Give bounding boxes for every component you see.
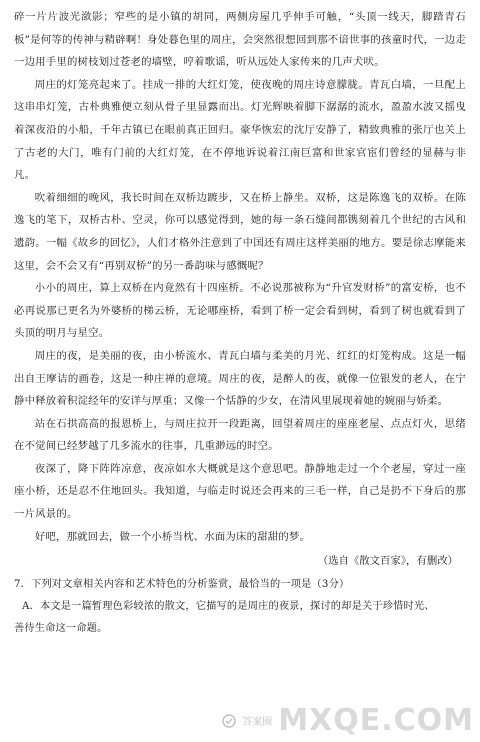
article-paragraph-7: 夜深了，降下阵阵凉意，夜凉如水大概就是这个意思吧。静静地走过一个个老屋，穿过一座座小桥，还是忍不住地回头。我知道，与临走时说还会再来的三毛一样，自己是扔不下身后的那一片风景的。: [14, 462, 466, 521]
article-paragraph-4: 小小的周庄，算上双桥在内竟然有十四座桥。不必说那被称为“升官发财桥”的富安桥，也不必再说那已更名为外婆桥的梯云桥，无论哪座桥，看到了桥一定会看到树，看到了树也就看到了头顶的明月与星空。: [14, 282, 466, 340]
article-paragraph-8: 好吧，那就回去，做一个小桥当枕、水面为床的甜甜的梦。: [34, 530, 311, 543]
article-paragraph-5: 周庄的夜，是美丽的夜，由小桥流水、青瓦白墙与柔美的月光、红红的灯笼构成。这是一幅出自王摩诘的画卷，这是一种庄禅的意境。周庄的夜，是醉人的夜，就像一位银发的老人，在宁静中释放着积淀经年的安详与厚重；又像一个恬静的少女，在清风里展现着她的婉丽与娇柔。: [14, 349, 466, 408]
watermark-text: MXQE.COM: [278, 703, 474, 738]
option-a-line-2: 善待生命这一命题。: [14, 623, 108, 635]
question-option-a: [14, 596, 466, 618]
question-stem: 7．下列对文章相关内容和艺术特色的分析鉴赏，最恰当的一项是（3分）: [14, 579, 350, 591]
option-a-line-1: A．本文是一篇暂理色彩较浓的散文，它描写的是周庄的夜景，探讨的却是关于珍惜时光、: [22, 601, 435, 613]
article-source: （选自《散文百家》，有删改）: [317, 555, 458, 568]
article-paragraph-3: 吹着细细的晚风，我长时间在双桥边踱步，又在桥上静坐。双桥，这是陈逸飞的双桥。在陈逸飞的笔下，双桥古朴、空灵，你可以感觉得到，她的每一条石缝间都镌刻着几个世纪的古风和遗韵。一幅《故乡的回忆》，人们才格外注意到了中国还有周庄这样美丽的地方。要是徐志摩能来这里，会不会又有“再别双桥”的另一番韵味与感慨呢？: [14, 191, 466, 272]
article-paragraph-2: 周庄的灯笼亮起来了。挂成一排的大红灯笼，使夜晚的周庄诗意朦胧。青瓦白墙，一旦配上这串串灯笼，古朴典雅便立刻从骨子里显露而出。灯光辉映着脚下潺潺的流水，盈盈水波又摇曳着深夜沿的小船，千年古镇已在眼前真正回归。豪华恢宏的沈厅安静了，精致典雅的张厅也关上了古老的大门，唯有门前的大红灯笼，在不停地诉说着江南巨富和世家官宦们曾经的显赫与非凡。: [14, 78, 466, 182]
watermark-logo-icon: [222, 714, 236, 728]
watermark: [222, 703, 474, 738]
article-paragraph-1: 碎一片片波光潋影；窄些的是小镇的胡同，两侧房屋几乎伸手可触，“头顶一线天，脚踏青石板”是何等的传神与精辟啊！身处暮色里的周庄，会突然很想回到那不谙世事的孩童时代，一边走一边用手里的树枝划过苍老的墙壁，哼着歌谣，听从远处人家传来的几声犬吠。: [14, 11, 466, 69]
article-paragraph-6: 站在石拱高高的报恩桥上，与周庄拉开一段距离，回望着周庄的座座老屋、点点灯火，思绪在不觉间已经梦越了几多流水的往事，几重渺远的时空。: [14, 417, 466, 453]
question-option-a-continued: [14, 618, 466, 640]
watermark-subtitle: 答案圈: [242, 717, 273, 728]
